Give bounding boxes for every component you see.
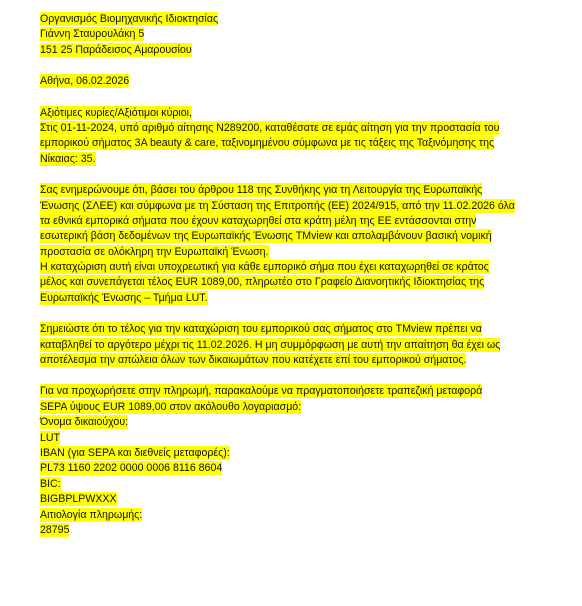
payment-iban-value-line (40, 461, 530, 476)
salutation: Αξιότιμες κυρίες/Αξιότιμοι κύριοι, (40, 106, 192, 119)
para2-text: μέλος και συνεπάγεται τέλος EUR 1089,00, πληρωτέο στο Γραφείο Διανοητικής Ιδιοκτησίας της (40, 276, 485, 289)
para1-line (40, 136, 530, 151)
para3-line (40, 322, 530, 337)
para2-text: Ένωσης (ΣΛΕΕ) και σύμφωνα με τη Σύσταση της Επιτροπής (ΕΕ) 2024/915, από την 11.02.2026 όλα (40, 199, 515, 212)
payment-holder-value: LUT (40, 431, 61, 444)
para4-text: SEPA ύψους EUR 1089,00 στον ακόλουθο λογαριασμό: (40, 400, 302, 413)
para1-line (40, 121, 530, 136)
para2-line (40, 275, 530, 290)
para2-line (40, 291, 530, 306)
para2-text: Η καταχώριση αυτή είναι υποχρεωτική για κάθε εμπορικό σήμα που έχει καταχωρηθεί σε κράτος (40, 261, 489, 274)
payment-holder-value-line (40, 431, 530, 446)
sender-org-line (40, 12, 530, 27)
para2-line (40, 229, 530, 244)
para2-text: εσωτερική βάση δεδομένων της Ευρωπαϊκής Ένωσης TMview και απολαμβάνουν βασική νομική (40, 230, 492, 243)
payment-reference-value: 28795 (40, 523, 70, 536)
sender-city: 151 25 Παράδεισος Αμαρουσίου (40, 43, 192, 56)
sender-street: Γιάννη Σταυρουλάκη 5 (40, 28, 145, 41)
payment-bic-label-line (40, 477, 530, 492)
letter-page (40, 12, 530, 538)
payment-reference-label-line (40, 508, 530, 523)
sender-street-line (40, 27, 530, 42)
para2-line (40, 260, 530, 275)
para1-text: Νίκαιας: 35. (40, 152, 96, 165)
para2-line (40, 245, 530, 260)
para3-text: καταβληθεί το αργότερο μέχρι τις 11.02.2026. Η μη συμμόρφωση με αυτή την απαίτηση θα έχει ως (40, 338, 501, 351)
para2-text: προστασία σε ολόκληρη την Ευρωπαϊκή Ένωση. (40, 245, 269, 258)
payment-reference-value-line (40, 523, 530, 538)
para3-text: Σημειώστε ότι το τέλος για την καταχώριση του εμπορικού σας σήματος στο TMview πρέπει να (40, 323, 482, 336)
payment-bic-label: BIC: (40, 477, 61, 490)
para2-text: Σας ενημερώνουμε ότι, βάσει του άρθρου 118 της Συνθήκης για τη Λειτουργία της Ευρωπαϊκής (40, 184, 483, 197)
para2-line (40, 183, 530, 198)
para4-line (40, 400, 530, 415)
sender-org: Οργανισμός Βιομηχανικής Ιδιοκτησίας (40, 13, 219, 25)
salutation-line (40, 106, 530, 121)
para2-text: τα εθνικά εμπορικά σήματα που έχουν καταχωρηθεί στα κράτη μέλη της ΕΕ εντάσσονται στην (40, 214, 477, 227)
payment-reference-label: Αιτιολογία πληρωμής: (40, 508, 143, 521)
payment-bic-value: BIGBPLPWXXX (40, 493, 117, 506)
para3-line (40, 353, 530, 368)
payment-holder-label-line (40, 415, 530, 430)
payment-iban-label-line (40, 446, 530, 461)
para3-text: αποτέλεσμα την απώλεια όλων των δικαιωμάτων που κατέχετε επί του εμπορικού σήματος. (40, 354, 467, 367)
para2-text: Ευρωπαϊκής Ένωσης – Τμήμα LUT. (40, 291, 208, 304)
para1-text: εμπορικού σήματος 3A beauty & care, ταξινομημένου σύμφωνα με τις τάξεις της Ταξινόμησης της (40, 137, 495, 150)
date-line (40, 74, 530, 89)
para1-text: Στις 01-11-2024, υπό αριθμό αίτησης N289200, καταθέσατε σε εμάς αίτηση για την προστασία του (40, 121, 500, 134)
para3-line (40, 338, 530, 353)
payment-bic-value-line (40, 492, 530, 507)
para2-line (40, 199, 530, 214)
payment-iban-value: PL73 1160 2202 0000 0006 8116 8604 (40, 462, 223, 475)
letter-date: Αθήνα, 06.02.2026 (40, 75, 130, 88)
para4-text: Για να προχωρήσετε στην πληρωμή, παρακαλούμε να πραγματοποιήσετε τραπεζική μεταφορά (40, 385, 483, 398)
payment-iban-label: IBAN (για SEPA και διεθνείς μεταφορές): (40, 446, 230, 459)
para2-line (40, 214, 530, 229)
para4-line (40, 384, 530, 399)
para1-line (40, 152, 530, 167)
sender-city-line (40, 43, 530, 58)
payment-holder-label: Όνομα δικαιούχου: (40, 416, 129, 429)
